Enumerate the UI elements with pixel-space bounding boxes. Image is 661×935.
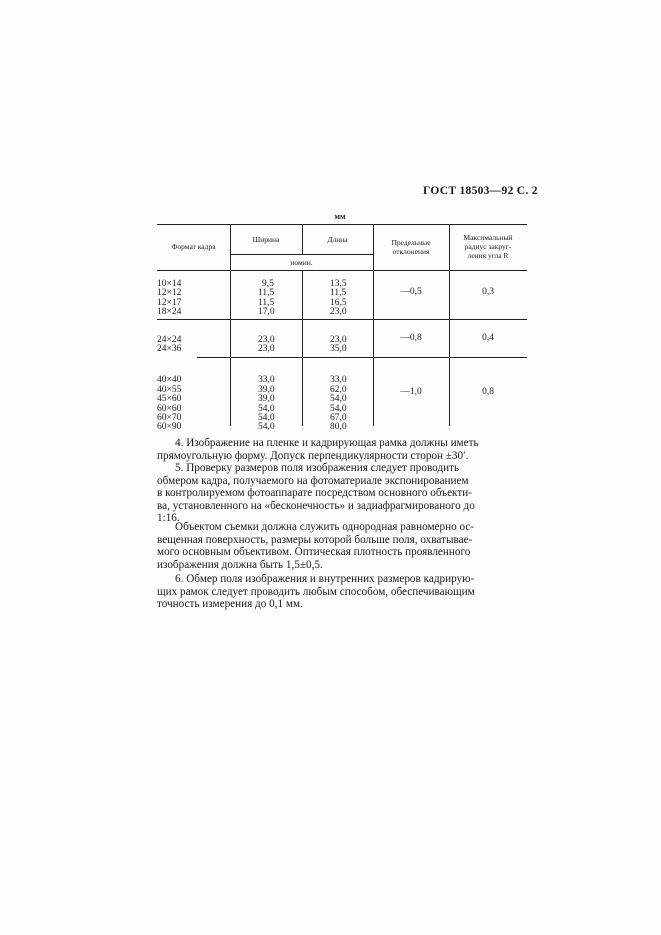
radius-cell: 0,4: [482, 333, 494, 343]
format-cell: 45×60: [157, 394, 182, 405]
length-cell: 13,5: [330, 279, 347, 289]
table-header-rule: [157, 270, 527, 271]
header-radius-line: ления угла R: [467, 251, 509, 260]
header-deviation-line: отклонения: [392, 247, 430, 256]
text-line: в контролируемом фотоаппарате посредством основного объекти-: [157, 487, 472, 500]
column-rule: [230, 224, 231, 426]
text-line: обмером кадра, получаемого на фотоматериале экспонированием: [157, 474, 469, 487]
length-cell: 67,0: [330, 412, 347, 423]
format-cell: 60×70: [157, 412, 182, 423]
paragraph-5-continuation: [157, 521, 527, 571]
header-nominal: номин.: [290, 258, 313, 267]
text-line: изображения должна быть 1,5±0,5.: [157, 558, 323, 571]
format-cell: 12×12: [157, 288, 182, 299]
width-column: [258, 280, 275, 433]
format-cell: 40×40: [157, 375, 182, 386]
header-radius-line: радиус закруг-: [464, 242, 512, 251]
width-cell: 33,0: [258, 375, 275, 386]
format-cell: 10×14: [157, 279, 182, 289]
width-cell: 9,5: [262, 279, 274, 289]
text-line: прямоугольную форму. Допуск перпендикулярности сторон ±30′.: [157, 449, 469, 462]
width-cell: 54,0: [258, 403, 275, 414]
format-cell: 60×60: [157, 403, 182, 414]
length-cell: 11,5: [330, 288, 347, 299]
text-line: 5. Проверку размеров поля изображения следует проводить: [175, 462, 460, 474]
column-rule: [302, 270, 303, 426]
format-column: [157, 280, 181, 433]
format-cell: 60×90: [157, 422, 182, 433]
text-line: точность измерения до 0,1 мм.: [157, 598, 303, 611]
length-cell: 80,0: [330, 422, 347, 433]
width-cell: 17,0: [258, 307, 275, 318]
length-column: [330, 280, 347, 433]
width-cell: 23,0: [258, 343, 275, 354]
paragraph-5: [157, 462, 527, 525]
text-line: мого основным объективом. Оптическая плотность проявленного: [157, 546, 471, 559]
header-radius: [449, 233, 527, 260]
deviation-cell: —1,0: [400, 387, 422, 397]
page-header: ГОСТ 18503—92 С. 2: [423, 185, 538, 197]
header-deviation: [373, 238, 449, 256]
text-line: 1:16.: [157, 512, 180, 525]
width-cell: 39,0: [258, 384, 275, 395]
width-cell: 23,0: [258, 334, 275, 345]
length-cell: 33,0: [330, 375, 347, 386]
radius-cell: 0,8: [482, 387, 494, 397]
width-cell: 11,5: [258, 288, 275, 299]
paragraph-4: [157, 437, 527, 462]
text-line: Объектом съемки должна служить однородная равномерно ос-: [175, 521, 475, 533]
text-line: щих рамок следует проводить любым способом, обеспечивающим: [157, 585, 475, 598]
paragraph-6: [157, 573, 527, 611]
format-cell: 24×36: [157, 343, 182, 354]
width-cell: 39,0: [258, 394, 275, 405]
nominal-subheader-rule: [230, 254, 373, 255]
format-cell: 12×17: [157, 297, 182, 308]
length-cell: 23,0: [330, 307, 347, 318]
text-line: 4. Изображение на пленке и кадрирующая рамка должны иметь: [175, 437, 479, 449]
deviation-cell: —0,8: [400, 333, 422, 343]
width-cell: 54,0: [258, 412, 275, 423]
length-cell: 35,0: [330, 343, 347, 354]
length-cell: 23,0: [330, 334, 347, 345]
header-width: Ширина: [252, 235, 280, 244]
length-cell: 54,0: [330, 394, 347, 405]
width-cell: 54,0: [258, 422, 275, 433]
header-radius-line: Максимальный: [463, 233, 513, 242]
length-cell: 54,0: [330, 403, 347, 414]
length-cell: 16,5: [330, 297, 347, 308]
header-deviation-line: Предельные: [391, 238, 431, 247]
length-cell: 62,0: [330, 384, 347, 395]
width-cell: 11,5: [258, 297, 275, 308]
format-cell: 18×24: [157, 307, 182, 318]
header-length: Длина: [327, 235, 348, 244]
deviation-cell: —0,5: [400, 287, 422, 297]
text-line: 6. Обмер поля изображения и внутренних размеров кадрирую-: [175, 573, 475, 585]
format-cell: 24×24: [157, 334, 182, 345]
header-format: Формат кадра: [171, 242, 216, 251]
format-cell: 40×55: [157, 384, 182, 395]
table-top-rule: [157, 224, 527, 225]
text-line: ва, установленного на «бесконечность» и задиафрагмированого до: [157, 499, 475, 512]
radius-cell: 0,3: [482, 287, 494, 297]
table-units: мм: [334, 212, 346, 221]
text-line: вещенная поверхность, размеры которой больше поля, охватывае-: [157, 533, 473, 546]
group-divider: [197, 357, 527, 358]
